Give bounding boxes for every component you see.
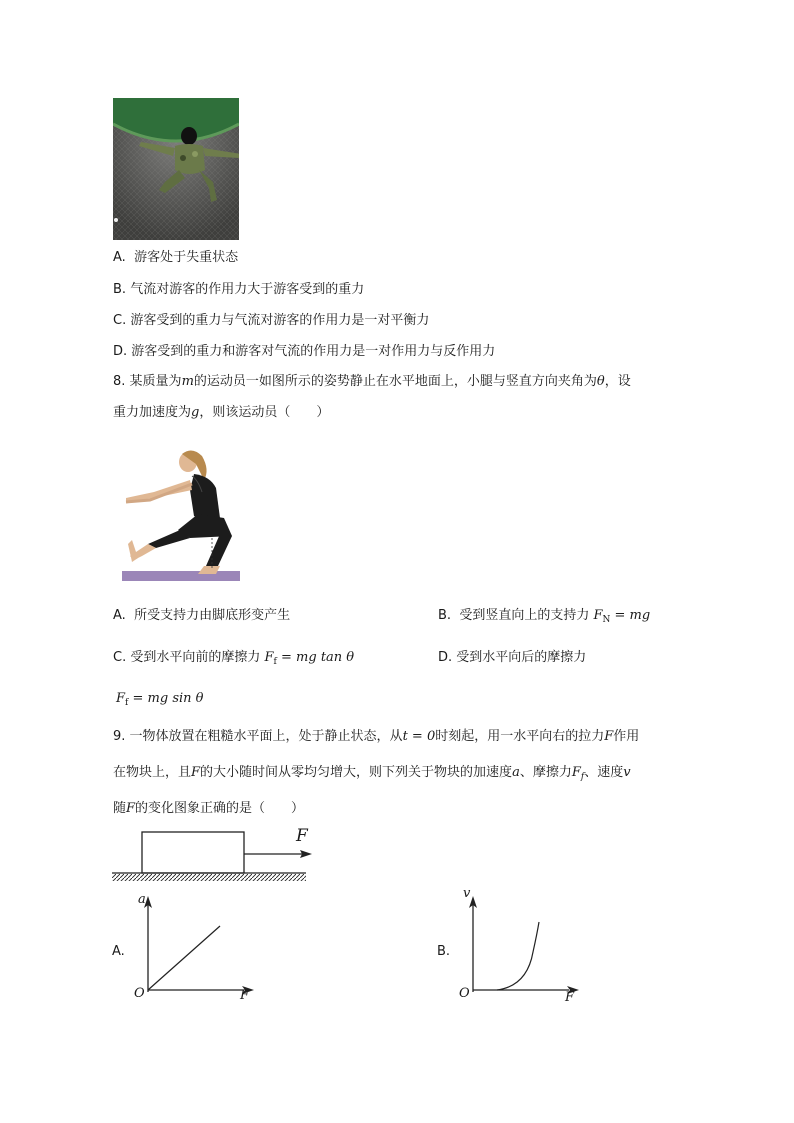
q8-stem-line2: 重力加速度为g，则该运动员（ ） <box>113 405 330 420</box>
q9-stem-line2: 在物块上，且F的大小随时间从零均匀增大，则下列关于物块的加速度a、摩擦力$F_f$、速度v <box>113 765 631 782</box>
q8-option-d[interactable]: D. 受到水平向后的摩擦力 <box>438 650 587 665</box>
q7-option-d[interactable]: D. 游客受到的重力和游客对气流的作用力是一对作用力与反作用力 <box>113 344 496 359</box>
q9-option-b[interactable]: B. v F O <box>437 886 587 1010</box>
graph-b-origin: O <box>459 986 470 1001</box>
athlete-theta-label: θ <box>206 548 212 558</box>
q7-option-a[interactable]: A. 游客处于失重状态 <box>113 250 239 265</box>
q9-option-a[interactable]: A. a F O <box>112 892 262 1010</box>
wind-tunnel-photo <box>113 98 239 240</box>
q7-option-b[interactable]: B. 气流对游客的作用力大于游客受到的重力 <box>113 282 365 297</box>
q8-option-d-formula: $F_f$ = mg sin θ <box>116 691 204 708</box>
q8-option-c[interactable]: C. 受到水平向前的摩擦力 $F_f$ = mg tan θ <box>113 650 355 667</box>
athlete-figure <box>120 440 242 585</box>
graph-b-curve <box>497 922 539 990</box>
var-m: m <box>181 374 194 389</box>
block-on-ground-diagram <box>112 826 312 884</box>
force-label: F <box>296 826 308 846</box>
graph-b-y-label: v <box>463 886 471 901</box>
q9-stem-line1: 9. 一物体放置在粗糙水平面上，处于静止状态，从t = 0时刻起，用一水平向右的拉力F作用 <box>113 729 640 744</box>
graph-a-line <box>148 926 220 990</box>
graph-a-x-label: F <box>240 988 250 1003</box>
q8-number: 8. <box>113 374 126 389</box>
graph-b-x-label: F <box>565 990 575 1005</box>
q7-option-c[interactable]: C. 游客受到的重力与气流对游客的作用力是一对平衡力 <box>113 313 430 328</box>
q8-option-a[interactable]: A. 所受支持力由脚底形变产生 <box>113 608 291 623</box>
graph-a-origin: O <box>134 986 145 1001</box>
q9-stem-line3: 随F的变化图象正确的是（ ） <box>113 801 305 816</box>
var-theta: θ <box>596 374 605 389</box>
q8-stem-line1: 8. 某质量为m的运动员一如图所示的姿势静止在水平地面上，小腿与竖直方向夹角为θ，设 <box>113 374 631 389</box>
q8-option-b[interactable]: B. 受到竖直向上的支持力 $F_N$ = mg <box>438 608 651 625</box>
q9-number: 9. <box>113 729 126 744</box>
graph-a-y-label: a <box>138 892 146 907</box>
